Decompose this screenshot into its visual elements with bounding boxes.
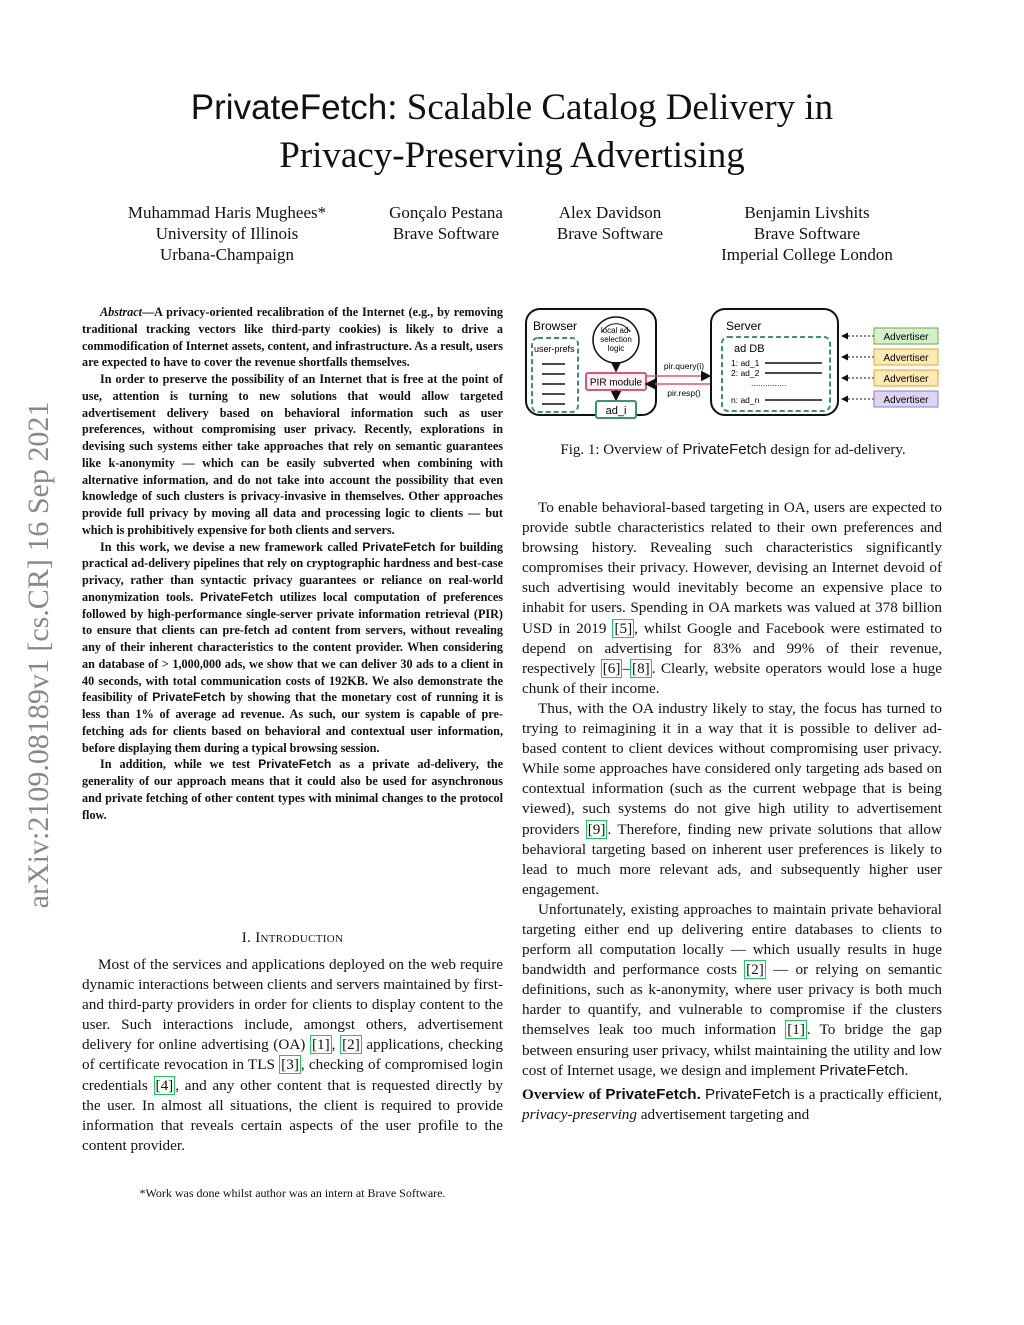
citation-link[interactable]: [9] [587, 820, 606, 838]
citation-link[interactable]: [5] [614, 619, 633, 637]
abstract-paragraph: In this work, we devise a new framework called PrivateFetch for building practical ad-delivery pipelines that rely on cryptographic hardness and best-case privacy, rather than syntactic privacy guarantees or reliance on real-world anonymization tools. PrivateFetch utilizes local computation of preferences followed by high-performance single-server private information retrieval (PIR) to ensure that clients can pre-fetch ad content from servers, without revealing any of their inherent characteristics to the content provider. When considering an database of > 1,000,000 ads, we show that we can deliver 30 ads to a client in 40 seconds, with total communication costs of 192KB. We also demonstrate the feasibility of PrivateFetch by showing that the monetary cost of running it is less than 1% of average ad revenue. As such, our system is capable of pre-fetching ads for clients based on behavioral and contextual user information, before displaying them during a typical browsing session. [82, 539, 503, 755]
title-line2: Privacy-Preserving Advertising [279, 135, 745, 176]
citation-link[interactable]: [8] [632, 659, 650, 677]
ad-db-row: n: ad_n [731, 395, 760, 405]
advertiser-label: Advertiser [883, 353, 929, 364]
abstract [82, 304, 503, 823]
user-prefs-label: user-prefs [534, 344, 575, 354]
advertiser-label: Advertiser [883, 395, 929, 406]
body-paragraph: Thus, with the OA industry likely to stay, the focus has turned to trying to reimagining it in a way that it is possible to deliver ad-based content to client devices without compromising user privacy. While some approaches have considered only targeting ads based on contextual information (such as the current webpage that is being viewed), such systems do not give high utility to advertisement providers [9] . Therefore, finding new private solutions that allow behavioral targeting based on inherent user preferences is likely to lead to much more relevant ads, and subsequently higher user engagement. [522, 699, 942, 898]
author-2 [368, 202, 524, 244]
abstract-paragraph: In addition, while we test PrivateFetch as a private ad-delivery, the generality of our approach means that it could also be used for asynchronous and private fetching of other content types with minimal changes to the protocol flow. [82, 757, 503, 822]
logic-label: selection [600, 335, 632, 344]
author-affiliation: Brave Software [556, 224, 664, 243]
citation-link[interactable]: [1] [311, 1036, 330, 1054]
author-affiliation: Brave Software [753, 224, 861, 243]
citation-link[interactable]: [4] [155, 1076, 174, 1094]
author-name: Gonçalo Pestana [389, 203, 503, 222]
advertiser-label: Advertiser [883, 374, 929, 385]
author-affiliation: University of Illinois [155, 224, 299, 243]
right-column-body [522, 498, 942, 1125]
section-number: I. [241, 930, 252, 946]
ad-db-dots: ............... [751, 378, 787, 388]
query-label: pir.query(i) [663, 361, 705, 371]
citation-link[interactable]: [6] [602, 659, 621, 677]
section-heading-introduction [82, 930, 503, 947]
resp-label: pir.resp() [667, 388, 701, 398]
ad-db-row: 1: ad_1 [731, 358, 760, 368]
arxiv-sidebar [14, 360, 62, 950]
figure-diagram [522, 304, 944, 420]
footnote: *Work was done whilst author was an intern at Brave Software. [139, 1186, 446, 1200]
browser-label: Browser [533, 319, 578, 333]
logic-label: local ad- [600, 326, 632, 335]
title-system-name: PrivateFetch [190, 88, 388, 127]
author-name: Muhammad Haris Mughees* [127, 203, 327, 222]
author-name: Benjamin Livshits [744, 203, 870, 222]
advertiser-label: Advertiser [883, 332, 929, 343]
body-paragraph: Unfortunately, existing approaches to maintain private behavioral targeting either end up delivering entire databases to clients to perform all computation locally — which usually results in huge bandwidth and performance costs [2] — or relying on semantic definitions, such as k-anonymity, where user privacy is both much harder to quantify, and vulnerable to compromise if the clusters themselves leak too much information [1] . To bridge the gap between ensuring user privacy, whilst maintaining the utility and low cost of Internet usage, we design and implement PrivateFetch. [522, 900, 943, 1079]
server-label: Server [726, 319, 762, 333]
intro-paragraph: Most of the services and applications deployed on the web require dynamic interactions between clients and servers maintained by first- and third-party providers in order for clients to display content to the user. Such interactions include, amongst others, advertisement delivery for online advertising (OA) [1] , [2] applications, checking of certificate revocation in TLS [3] , checking of compromised login credentials [4] , and any other content that is requested directly by the user. In almost all situations, the client is required to provide information that reveals certain aspects of the user profile to the content provider. [82, 956, 504, 1154]
arxiv-sidebar-svg [14, 360, 62, 950]
citation-link[interactable]: [3] [281, 1056, 299, 1074]
abstract-paragraph: In order to preserve the possibility of an Internet that is free at the point of use, attention is turning to new solutions that would allow targeted advertisement delivery based on behavioral information such as user preferences, without compromising user privacy. Recently, explorations in devising such systems either take approaches that rely on semantic guarantees like k-anonymity — which can be easily subverted when combining with alternative information, and do not take into account the possibility that even knowledge of such clusters is privacy-invasive in themselves. Other approaches provide full privacy by moving all data and processing logic to clients — but which is prohibitively expensive for both clients and servers. [82, 372, 503, 537]
arxiv-id: arXiv:2109.08189v1 [cs.CR] 16 Sep 2021 [22, 401, 55, 909]
abstract-label: Abstract [100, 305, 142, 319]
author-4 [698, 202, 916, 265]
figure-1 [522, 304, 944, 420]
pir-module-label: PIR module [589, 377, 643, 389]
figure-caption: Fig. 1: Overview of PrivateFetch design for ad-delivery. [560, 441, 906, 458]
body-paragraph: To enable behavioral-based targeting in OA, users are expected to provide subtle characteristics related to their own preferences and browsing history. Revealing such characteristics significantly compromises their privacy. However, devising an Internet devoid of such advertising would inevitably become an expensive place to inhabit for users. Spending in OA markets was valued at 378 billion USD in 2019 [5] , whilst Google and Facebook were estimated to depend on advertising for 83% and 99% of their revenue, respectively [6] – [8] . Clearly, website operators would lose a huge chunk of their income. [522, 499, 942, 697]
ad-db-label: ad DB [734, 343, 765, 355]
citation-link[interactable]: [1] [787, 1021, 805, 1039]
author-affiliation: Brave Software [392, 224, 500, 243]
author-3 [538, 202, 682, 244]
author-name: Alex Davidson [558, 203, 662, 222]
paper-title [120, 84, 904, 180]
body-paragraph: Overview of PrivateFetch. PrivateFetch is a practically efficient, privacy-preserving advertisement targeting and [522, 1085, 942, 1123]
advertiser-group [842, 328, 938, 407]
author-affiliation: Urbana-Champaign [159, 245, 295, 264]
author-affiliation: Imperial College London [721, 245, 893, 264]
author-1 [106, 202, 348, 265]
ad-db-row: 2: ad_2 [731, 368, 760, 378]
logic-label: logic [607, 344, 625, 353]
ad-i-label: ad_i [605, 405, 627, 417]
introduction-body [82, 955, 503, 1156]
section-title: Introduction [255, 930, 344, 946]
abstract-paragraph: Abstract—A privacy-oriented recalibration of the Internet (e.g., by removing traditional tracking vectors like third-party cookies) is likely to drive a commodification of Internet assets, content, and infrastructure. As a result, users are expected to have to cover the revenue shortfalls themselves. [82, 305, 503, 370]
title-line1: : Scalable Catalog Delivery in [387, 87, 834, 128]
citation-link[interactable]: [2] [342, 1036, 360, 1054]
citation-link[interactable]: [2] [746, 961, 764, 979]
